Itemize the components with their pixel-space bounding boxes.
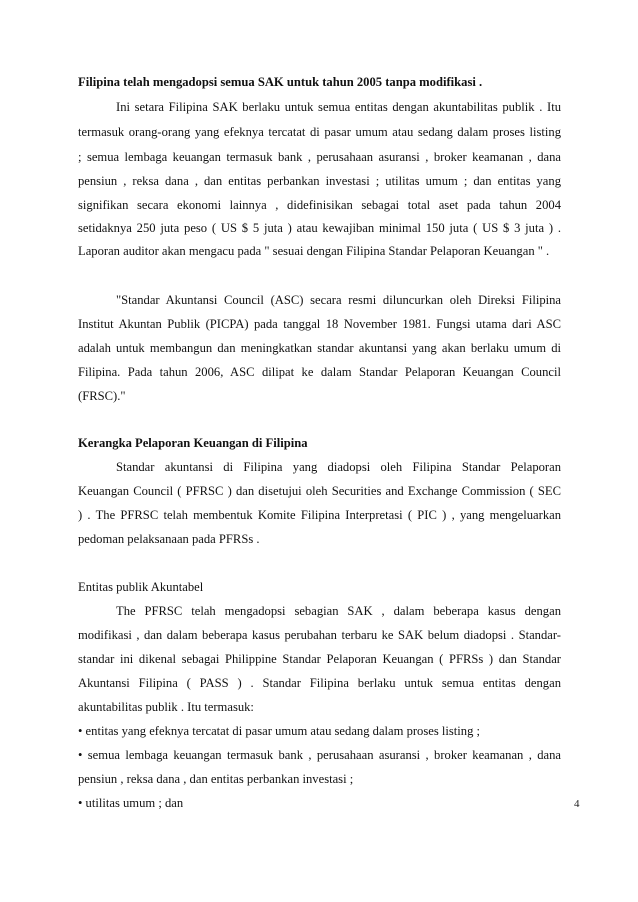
paragraph-line: Institut Akuntan Publik (PICPA) pada tanggal 18 November 1981. Fungsi utama dari ASC — [78, 317, 561, 331]
page-number: 4 — [574, 798, 580, 810]
paragraph-line: ) . The PFRSC telah membentuk Komite Filipina Interpretasi ( PIC ) , yang mengeluarkan — [78, 508, 561, 522]
list-item-continuation: pensiun , reksa dana , dan entitas perbankan investasi ; — [78, 772, 354, 786]
paragraph-line: standar ini dikenal sebagai Philippine Standar Pelaporan Keuangan ( PFRSs ) dan Standar — [78, 652, 561, 666]
paragraph-line: termasuk orang-orang yang efeknya tercatat di pasar umum atau sedang dalam proses listing — [78, 125, 561, 139]
section-heading-sak: Filipina telah mengadopsi semua SAK untuk tahun 2005 tanpa modifikasi . — [78, 75, 483, 89]
paragraph-line: Akuntansi Filipina ( PASS ) . Standar Filipina berlaku untuk semua entitas dengan — [78, 676, 561, 690]
paragraph-line: setidaknya 250 juta peso ( US $ 5 juta ) atau kewajiban minimal 150 juta ( US $ 3 juta ) . — [78, 221, 561, 235]
paragraph-line: adalah untuk membangun dan meningkatkan standar akuntansi yang akan berlaku umum di — [78, 341, 561, 355]
paragraph-line: pedoman pelaksanaan pada PFRSs . — [78, 532, 260, 546]
paragraph-line: signifikan secara ekonomi lainnya , didefinisikan sebagai total aset pada tahun 2004 — [78, 198, 561, 212]
section-heading-kerangka: Kerangka Pelaporan Keuangan di Filipina — [78, 436, 308, 450]
paragraph-line: Filipina. Pada tahun 2006, ASC dilipat ke dalam Standar Pelaporan Keuangan Council — [78, 365, 561, 379]
paragraph-line: "Standar Akuntansi Council (ASC) secara resmi diluncurkan oleh Direksi Filipina — [116, 293, 561, 307]
list-item: • entitas yang efeknya tercatat di pasar umum atau sedang dalam proses listing ; — [78, 724, 481, 738]
paragraph-line: (FRSC)." — [78, 389, 126, 403]
list-item: • utilitas umum ; dan — [78, 796, 184, 810]
paragraph-line: The PFRSC telah mengadopsi sebagian SAK , dalam beberapa kasus dengan — [116, 604, 561, 618]
paragraph-line: Laporan auditor akan mengacu pada " sesuai dengan Filipina Standar Pelaporan Keuangan " . — [78, 244, 550, 258]
section-heading-entitas: Entitas publik Akuntabel — [78, 580, 204, 594]
paragraph-line: Keuangan Council ( PFRSC ) dan disetujui oleh Securities and Exchange Commission ( SEC — [78, 484, 561, 498]
list-item: • semua lembaga keuangan termasuk bank , perusahaan asuransi , broker keamanan , dana — [78, 748, 561, 762]
paragraph-line: Ini setara Filipina SAK berlaku untuk semua entitas dengan akuntabilitas publik . Itu — [116, 100, 561, 114]
paragraph-line: akuntabilitas publik . Itu termasuk: — [78, 700, 254, 714]
paragraph-line: Standar akuntansi di Filipina yang diadopsi oleh Filipina Standar Pelaporan — [116, 460, 561, 474]
paragraph-line: pensiun , reksa dana , dan entitas perbankan investasi ; utilitas umum ; dan entitas yang — [78, 174, 561, 188]
paragraph-line: modifikasi , dan dalam beberapa kasus perubahan terbaru ke SAK belum diadopsi . Standar- — [78, 628, 561, 642]
paragraph-line: ; semua lembaga keuangan termasuk bank , perusahaan asuransi , broker keamanan , dana — [78, 150, 561, 164]
